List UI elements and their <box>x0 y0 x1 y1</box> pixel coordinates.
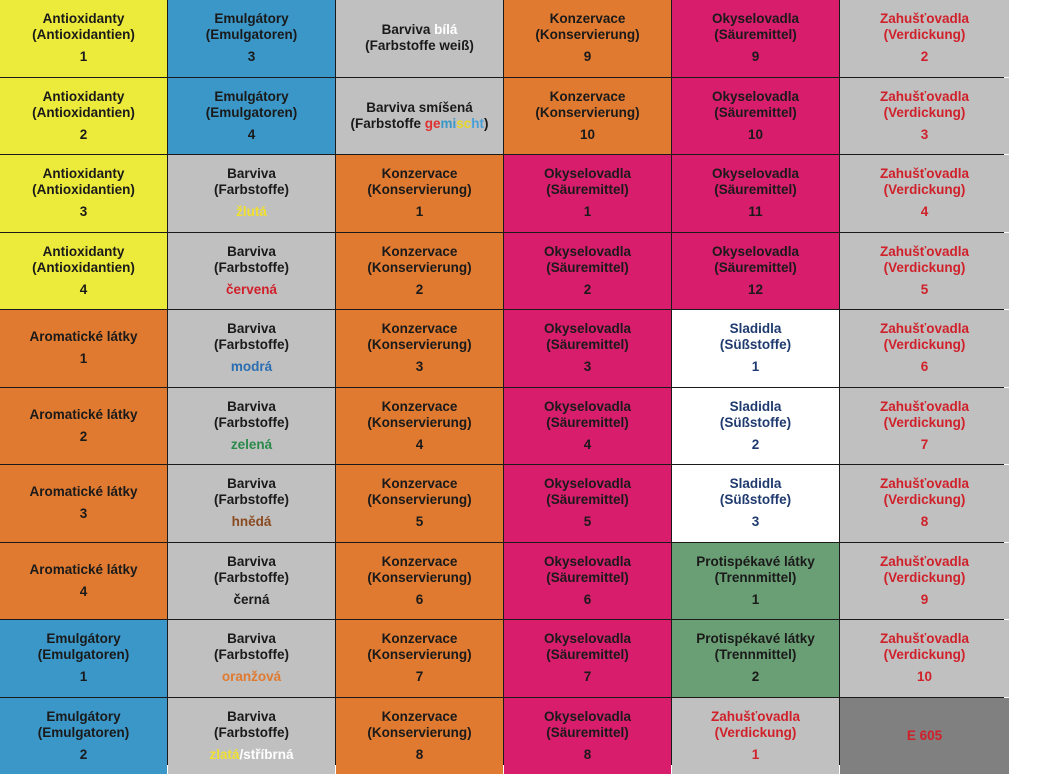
cell-number: 3 <box>79 204 88 220</box>
cell-title: Emulgátory <box>46 708 121 724</box>
cell-title: Zahušťovadla <box>880 166 969 182</box>
grid-cell <box>168 78 335 155</box>
cell-number: 6 <box>920 359 929 375</box>
cell-subtitle: (Konservierung) <box>367 259 472 275</box>
cell-number: 4 <box>247 126 256 142</box>
cell-number: 3 <box>247 49 256 65</box>
grid-cell <box>840 620 1009 697</box>
cell-subtitle: (Trennmittel) <box>714 647 797 663</box>
cell-number: 5 <box>920 281 929 297</box>
cell-subtitle: (Verdickung) <box>883 569 966 585</box>
cell-number: 9 <box>583 49 592 65</box>
cell-title: Zahušťovadla <box>880 398 969 414</box>
grid-cell <box>672 698 839 775</box>
cell-title: Zahušťovadla <box>711 708 800 724</box>
cell-number: oranžová <box>221 669 282 685</box>
cell-title: Sladidla <box>729 321 782 337</box>
cell-title: Okyselovadla <box>711 243 800 259</box>
cell-title: Okyselovadla <box>711 11 800 27</box>
grid-cell <box>0 78 167 155</box>
cell-subtitle: (Konservierung) <box>367 414 472 430</box>
cell-subtitle: (Verdickung) <box>883 414 966 430</box>
cell-subtitle: (Säuremittel) <box>546 724 629 740</box>
cell-number: 2 <box>415 281 424 297</box>
cell-title: Protispékavé látky <box>696 631 815 647</box>
cell-subtitle: (Konservierung) <box>367 492 472 508</box>
grid-cell <box>168 543 335 620</box>
grid-cell <box>0 543 167 620</box>
cell-title: Barviva <box>227 476 276 492</box>
cell-number: 1 <box>751 591 760 607</box>
cell-number: 3 <box>415 359 424 375</box>
grid-cell <box>840 233 1009 310</box>
grid-cell <box>336 78 503 155</box>
cell-number: 3 <box>920 126 929 142</box>
grid-cell <box>0 155 167 232</box>
cell-title: Okyselovadla <box>543 476 632 492</box>
cell-number: 1 <box>583 204 592 220</box>
cell-title: Konzervace <box>549 11 626 27</box>
cell-subtitle: (Säuremittel) <box>714 27 797 43</box>
cell-title: Zahušťovadla <box>880 11 969 27</box>
cell-subtitle: (Verdickung) <box>714 724 797 740</box>
cell-subtitle: (Verdickung) <box>883 492 966 508</box>
cell-title: Konzervace <box>381 631 458 647</box>
cell-title: Zahušťovadla <box>880 243 969 259</box>
cell-subtitle: (Verdickung) <box>883 647 966 663</box>
cell-title: Konzervace <box>381 476 458 492</box>
cell-number: 1 <box>751 746 760 762</box>
grid-cell <box>672 620 839 697</box>
grid-cell <box>840 310 1009 387</box>
cell-subtitle: (Konservierung) <box>367 647 472 663</box>
cell-subtitle: (Säuremittel) <box>546 492 629 508</box>
cell-number: 1 <box>751 359 760 375</box>
cell-title: Barviva <box>227 321 276 337</box>
cell-number: 5 <box>415 514 424 530</box>
grid-cell <box>336 465 503 542</box>
grid-cell <box>504 620 671 697</box>
grid-cell <box>672 155 839 232</box>
cell-title: Okyselovadla <box>711 88 800 104</box>
cell-title: Barviva <box>227 166 276 182</box>
grid-cell <box>504 388 671 465</box>
cell-number: 5 <box>583 514 592 530</box>
grid-cell <box>0 310 167 387</box>
grid-cell <box>672 0 839 77</box>
cell-number: zlatá/stříbrná <box>209 746 294 762</box>
cell-subtitle: (Säuremittel) <box>546 647 629 663</box>
cell-subtitle: (Verdickung) <box>883 104 966 120</box>
cell-number: 4 <box>79 281 88 297</box>
cell-title: Antioxidanty <box>42 166 125 182</box>
cell-subtitle: (Antioxidantien) <box>32 27 135 43</box>
cell-number: 6 <box>415 591 424 607</box>
cell-title: Barviva <box>227 398 276 414</box>
cell-title: Barviva <box>227 631 276 647</box>
cell-subtitle: (Konservierung) <box>367 569 472 585</box>
cell-subtitle: (Verdickung) <box>883 337 966 353</box>
cell-title: Antioxidanty <box>42 88 125 104</box>
cell-subtitle: (Farbstoffe) <box>214 414 289 430</box>
cell-title: Okyselovadla <box>543 243 632 259</box>
cell-subtitle: (Verdickung) <box>883 27 966 43</box>
cell-title: Barviva <box>227 553 276 569</box>
cell-number: 11 <box>748 204 763 220</box>
cell-title: Zahušťovadla <box>880 553 969 569</box>
cell-subtitle: (Farbstoffe) <box>214 259 289 275</box>
cell-number: zelená <box>230 436 273 452</box>
cell-number: 10 <box>579 126 596 142</box>
cell-subtitle: (Emulgatoren) <box>205 104 298 120</box>
grid-cell <box>0 620 167 697</box>
cell-subtitle: (Säuremittel) <box>714 259 797 275</box>
grid-cell <box>504 0 671 77</box>
grid-cell <box>168 233 335 310</box>
cell-subtitle: (Konservierung) <box>367 182 472 198</box>
cell-number: 8 <box>415 746 424 762</box>
cell-title: Sladidla <box>729 398 782 414</box>
grid-cell <box>504 465 671 542</box>
grid-cell <box>336 233 503 310</box>
cell-number: 10 <box>747 126 764 142</box>
cell-number: žlutá <box>236 204 267 220</box>
grid-cell <box>840 465 1009 542</box>
cell-number: 2 <box>751 669 760 685</box>
cell-number: 2 <box>920 49 929 65</box>
cell-subtitle: (Säuremittel) <box>546 259 629 275</box>
cell-title: Okyselovadla <box>543 631 632 647</box>
cell-number: 3 <box>79 506 88 522</box>
grid-cell <box>840 0 1009 77</box>
cell-subtitle: (Antioxidantien) <box>32 104 135 120</box>
cell-title: Barviva <box>227 708 276 724</box>
cell-subtitle: (Säuremittel) <box>546 182 629 198</box>
cell-title: Emulgátory <box>214 11 289 27</box>
cell-title: Aromatické látky <box>29 329 138 345</box>
cell-title: Protispékavé látky <box>696 553 815 569</box>
cell-title: Konzervace <box>381 398 458 414</box>
grid-cell <box>336 310 503 387</box>
cell-number: 9 <box>920 591 929 607</box>
cell-number: 6 <box>583 591 592 607</box>
cell-number: 2 <box>79 126 88 142</box>
cell-title: Barviva smíšená <box>366 99 473 115</box>
cell-number: 10 <box>916 669 933 685</box>
cell-subtitle: (Konservierung) <box>367 337 472 353</box>
cell-title: Okyselovadla <box>543 553 632 569</box>
cell-number: 1 <box>79 49 88 65</box>
cell-title: Okyselovadla <box>711 166 800 182</box>
cell-title: Sladidla <box>729 476 782 492</box>
cell-number: modrá <box>230 359 273 375</box>
cell-number: 4 <box>583 436 592 452</box>
cell-title: Okyselovadla <box>543 398 632 414</box>
cell-subtitle: (Säuremittel) <box>714 104 797 120</box>
grid-cell <box>840 388 1009 465</box>
grid-cell <box>840 543 1009 620</box>
cell-number: 7 <box>583 669 592 685</box>
cell-title: Konzervace <box>381 166 458 182</box>
grid-cell <box>336 155 503 232</box>
grid-cell <box>672 78 839 155</box>
grid-cell <box>672 233 839 310</box>
grid-cell <box>672 388 839 465</box>
cell-subtitle: (Emulgatoren) <box>37 724 130 740</box>
grid-cell <box>672 465 839 542</box>
cell-subtitle: (Süßstoffe) <box>719 492 792 508</box>
grid-cell <box>336 388 503 465</box>
cell-title: Konzervace <box>381 321 458 337</box>
cell-number: hnědá <box>231 514 272 530</box>
grid-cell <box>0 465 167 542</box>
cell-number: 4 <box>415 436 424 452</box>
grid-cell <box>504 698 671 775</box>
cell-number: 4 <box>920 204 929 220</box>
cell-number: červená <box>225 281 278 297</box>
cell-number: 9 <box>751 49 760 65</box>
cell-title: Emulgátory <box>214 88 289 104</box>
grid-cell <box>168 698 335 775</box>
grid-cell <box>504 155 671 232</box>
cell-subtitle: (Säuremittel) <box>714 182 797 198</box>
cell-subtitle: (Säuremittel) <box>546 337 629 353</box>
cell-subtitle: (Süßstoffe) <box>719 337 792 353</box>
grid-cell <box>336 543 503 620</box>
cell-number: 12 <box>747 281 764 297</box>
cell-subtitle: (Konservierung) <box>535 27 640 43</box>
grid-cell <box>504 310 671 387</box>
cell-subtitle: (Farbstoffe) <box>214 182 289 198</box>
cell-title: Konzervace <box>381 243 458 259</box>
cell-title: Zahušťovadla <box>880 476 969 492</box>
cell-number: 7 <box>920 436 929 452</box>
grid-cell <box>168 155 335 232</box>
grid-cell <box>840 78 1009 155</box>
cell-number: 2 <box>79 746 88 762</box>
cell-number: 8 <box>920 514 929 530</box>
cell-title: Okyselovadla <box>543 708 632 724</box>
cell-subtitle: (Trennmittel) <box>714 569 797 585</box>
grid-cell <box>672 310 839 387</box>
grid-cell <box>504 543 671 620</box>
cell-subtitle: (Farbstoffe) <box>214 569 289 585</box>
grid-cell <box>840 698 1009 775</box>
grid-cell <box>168 0 335 77</box>
cell-subtitle: (Süßstoffe) <box>719 414 792 430</box>
grid-cell <box>504 78 671 155</box>
cell-subtitle: (Farbstoffe weiß) <box>365 38 474 54</box>
cell-number: 1 <box>79 351 88 367</box>
cell-number: černá <box>233 591 270 607</box>
cell-title: Konzervace <box>381 553 458 569</box>
cell-subtitle: (Antioxidantien) <box>32 259 135 275</box>
grid-cell <box>336 620 503 697</box>
cell-subtitle: (Säuremittel) <box>546 414 629 430</box>
cell-title: Emulgátory <box>46 631 121 647</box>
cell-title: Antioxidanty <box>42 243 125 259</box>
cell-title: Zahušťovadla <box>880 631 969 647</box>
grid-cell <box>840 155 1009 232</box>
cell-title: Okyselovadla <box>543 166 632 182</box>
cell-subtitle: (Emulgatoren) <box>37 647 130 663</box>
cell-subtitle: (Farbstoffe) <box>214 647 289 663</box>
cell-number: 3 <box>751 514 760 530</box>
cell-title: Aromatické látky <box>29 561 138 577</box>
cell-title: Barviva <box>227 243 276 259</box>
grid-cell <box>168 465 335 542</box>
cell-subtitle: (Konservierung) <box>367 724 472 740</box>
grid-cell <box>0 0 167 77</box>
cell-number: 8 <box>583 746 592 762</box>
cell-number: 1 <box>79 669 88 685</box>
cell-title: Zahušťovadla <box>880 321 969 337</box>
grid-cell <box>168 310 335 387</box>
grid-cell <box>0 388 167 465</box>
cell-subtitle: (Emulgatoren) <box>205 27 298 43</box>
grid-cell <box>504 233 671 310</box>
cell-title: Okyselovadla <box>543 321 632 337</box>
cell-title: Aromatické látky <box>29 484 138 500</box>
cell-title: Antioxidanty <box>42 11 125 27</box>
cell-subtitle: (Antioxidantien) <box>32 182 135 198</box>
cell-title: Barviva bílá <box>381 22 458 38</box>
cell-title: Konzervace <box>381 708 458 724</box>
cell-title: E 605 <box>906 727 943 743</box>
grid-cell <box>0 233 167 310</box>
cell-subtitle: (Säuremittel) <box>546 569 629 585</box>
grid-cell <box>168 620 335 697</box>
grid-cell <box>336 0 503 77</box>
cell-subtitle: (Farbstoffe gemischt) <box>350 115 489 131</box>
cell-number: 4 <box>79 583 88 599</box>
grid-cell <box>0 698 167 775</box>
grid-cell <box>168 388 335 465</box>
cell-number: 3 <box>583 359 592 375</box>
cell-subtitle: (Verdickung) <box>883 182 966 198</box>
cell-number: 2 <box>751 436 760 452</box>
cell-subtitle: (Farbstoffe) <box>214 724 289 740</box>
cell-title: Konzervace <box>549 88 626 104</box>
cell-subtitle: (Farbstoffe) <box>214 337 289 353</box>
cell-number: 2 <box>583 281 592 297</box>
cell-title: Zahušťovadla <box>880 88 969 104</box>
cell-number: 1 <box>415 204 424 220</box>
grid-cell <box>336 698 503 775</box>
cell-subtitle: (Konservierung) <box>535 104 640 120</box>
cell-number: 2 <box>79 428 88 444</box>
cell-subtitle: (Verdickung) <box>883 259 966 275</box>
cell-number: 7 <box>415 669 424 685</box>
grid-cell <box>672 543 839 620</box>
cell-subtitle: (Farbstoffe) <box>214 492 289 508</box>
cell-title: Aromatické látky <box>29 406 138 422</box>
